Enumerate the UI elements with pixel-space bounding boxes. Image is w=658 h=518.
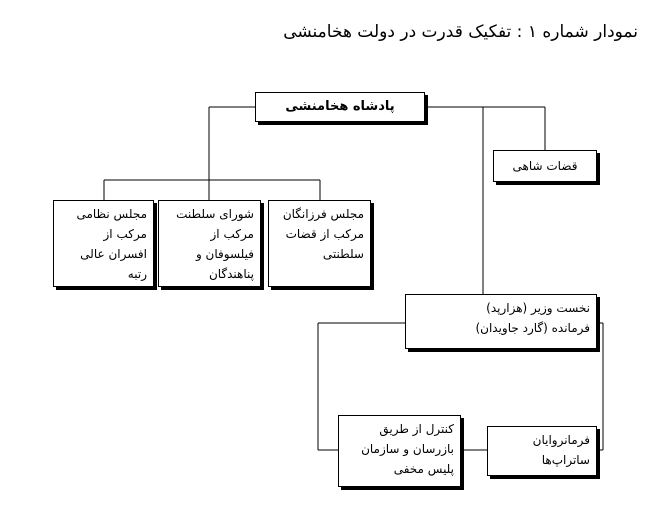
satraps-box: فرمانروایان ساتراپ‌ها: [487, 426, 597, 476]
military-council-box: مجلس نظامی مرکب از افسران عالی رتبه: [53, 200, 154, 287]
diagram-title: نمودار شماره ۱ : تفکیک قدرت در دولت هخامنشی: [283, 22, 638, 42]
prime-minister-box: نخست وزیر (هزارپد) فرمانده (گارد جاویدان): [405, 294, 597, 349]
council-monarchy-box: شورای سلطنت مرکب از فیلسوفان و پناهندگان: [158, 200, 261, 287]
council-sages-box: مجلس فرزانگان مرکب از قضات سلطنتی: [268, 200, 371, 287]
royal-judges-box: قضات شاهی: [493, 150, 597, 182]
king-box: پادشاه هخامنشی: [255, 92, 425, 122]
control-box: کنترل از طریق بازرسان و سازمان پلیس مخفی: [338, 415, 461, 487]
